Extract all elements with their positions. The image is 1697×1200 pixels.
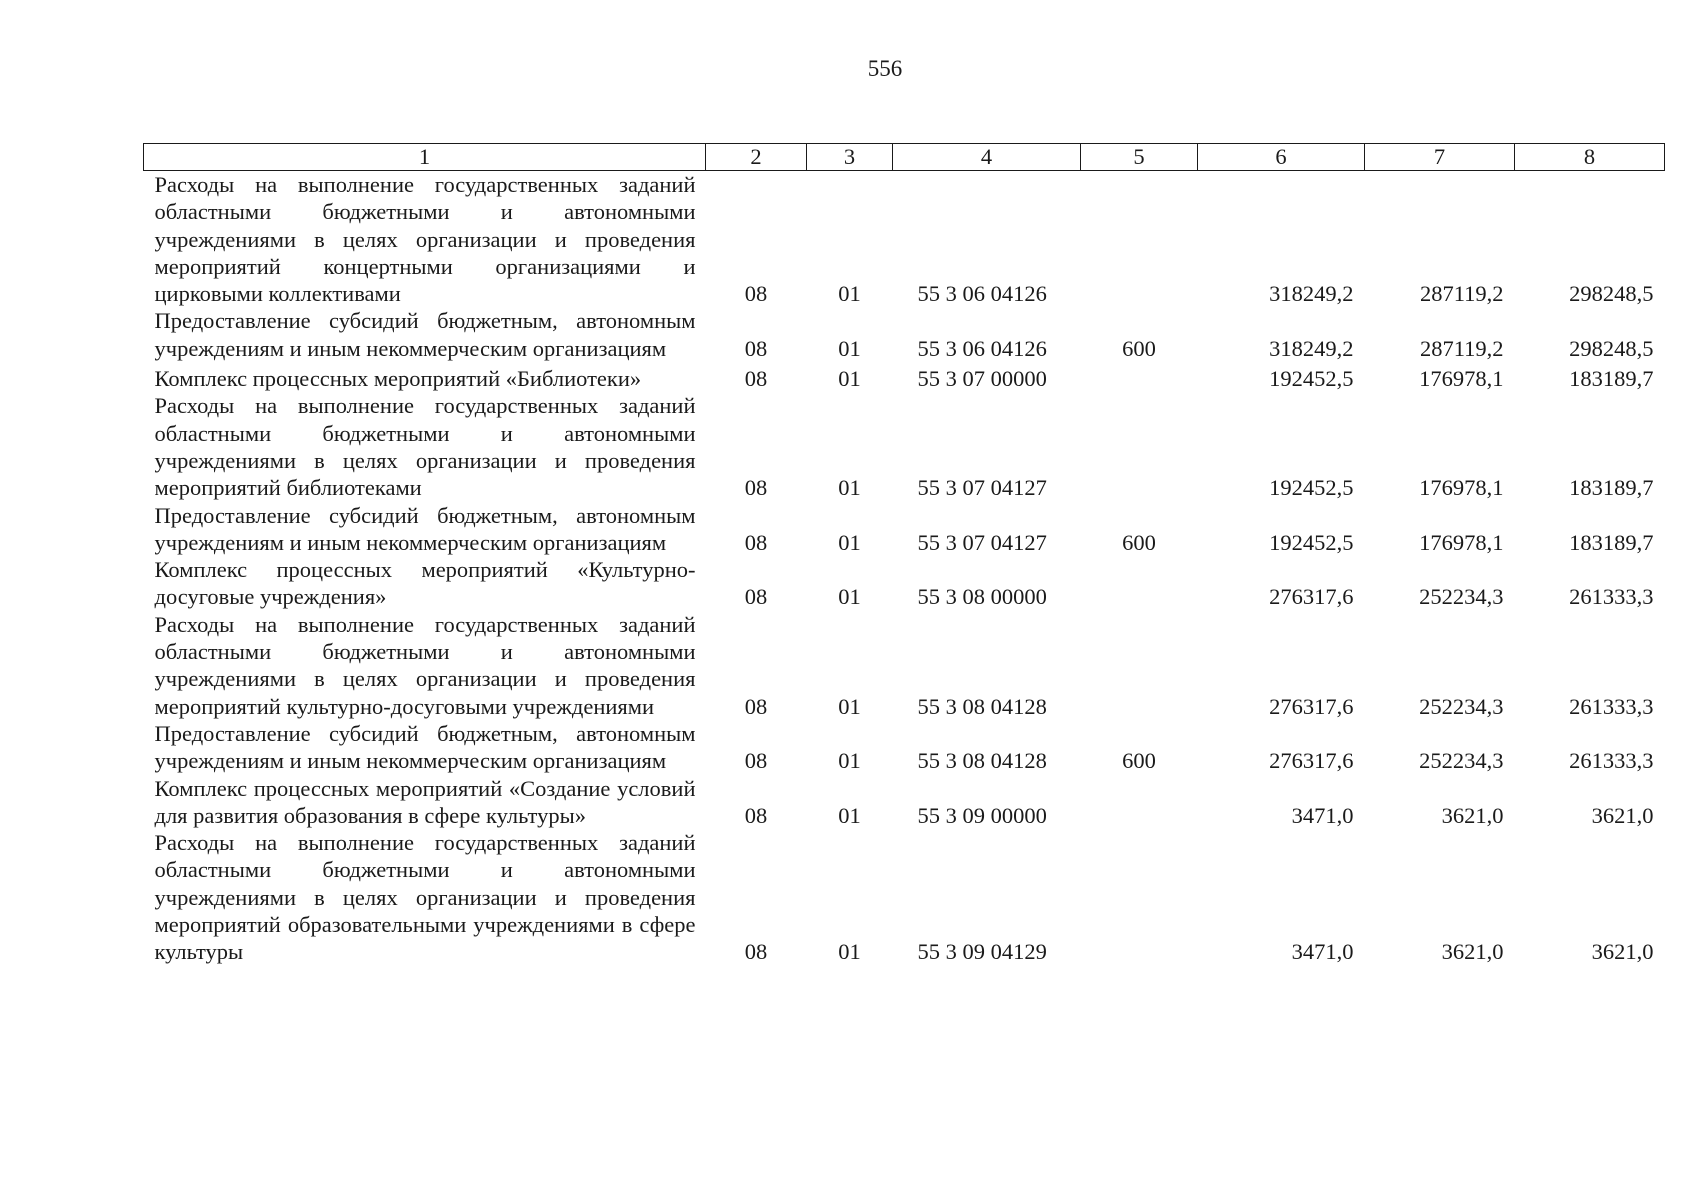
row-expense-type [1081,392,1198,501]
table-row [144,611,1665,720]
row-subsection-code: 01 [838,802,861,828]
row-target-article: 55 3 07 04127 [917,529,1047,555]
row-amount-year-3: 183189,7 [1569,366,1654,392]
row-amount-year-1: 318249,2 [1269,281,1354,307]
table-row [144,720,1665,775]
column-header-2: 2 [706,144,807,171]
row-expense-type [1081,171,1198,308]
row-section-code: 08 [744,281,768,307]
row-amount-year-2: 252234,3 [1419,748,1504,774]
row-subsection-code: 01 [838,366,861,392]
row-target-article: 55 3 06 04126 [917,335,1047,361]
row-target-article: 55 3 08 04128 [917,693,1047,719]
row-amount-year-1: 192452,5 [1269,366,1354,392]
column-header-6: 6 [1198,144,1365,171]
row-expense-type [1081,775,1198,830]
row-description: Расходы на выполнение государственных заданий областными бюджетными и автономными учреждениями в целях организации и проведения мероприятий концертными организациями и цирковыми коллективами [154,172,696,307]
column-header-7: 7 [1365,144,1515,171]
row-section-code: 08 [744,529,768,555]
table-header-row [144,144,1665,171]
row-amount-year-1: 3471,0 [1291,939,1354,965]
row-subsection-code: 01 [838,281,861,307]
row-subsection-code: 01 [838,748,861,774]
row-amount-year-3: 183189,7 [1569,475,1654,501]
table-row [144,556,1665,611]
row-expense-type [1081,556,1198,611]
row-amount-year-2: 176978,1 [1419,529,1504,555]
row-description: Комплекс процессных мероприятий «Библиотеки» [154,366,642,392]
row-amount-year-1: 192452,5 [1269,475,1354,501]
row-amount-year-2: 176978,1 [1419,366,1504,392]
row-target-article: 55 3 07 00000 [917,366,1047,392]
row-description: Расходы на выполнение государственных заданий областными бюджетными и автономными учреждениями в целях организации и проведения мероприятий образовательными учреждениями в сфере культуры [154,830,696,965]
page-number: 556 [867,56,903,81]
row-section-code: 08 [744,693,768,719]
budget-table [143,143,1665,966]
row-amount-year-3: 261333,3 [1569,748,1654,774]
row-amount-year-1: 3471,0 [1291,802,1354,828]
column-header-3: 3 [807,144,893,171]
row-target-article: 55 3 09 04129 [917,939,1047,965]
row-amount-year-3: 298248,5 [1569,281,1654,307]
row-expense-type: 600 [1122,529,1156,555]
table-row [144,171,1665,308]
table-row [144,775,1665,830]
row-subsection-code: 01 [838,693,861,719]
row-subsection-code: 01 [838,529,861,555]
row-amount-year-1: 276317,6 [1269,748,1354,774]
table-row [144,392,1665,501]
row-subsection-code: 01 [838,584,861,610]
row-amount-year-3: 261333,3 [1569,584,1654,610]
row-subsection-code: 01 [838,939,861,965]
row-section-code: 08 [744,802,768,828]
row-target-article: 55 3 08 00000 [917,584,1047,610]
row-amount-year-1: 192452,5 [1269,529,1354,555]
row-expense-type [1081,829,1198,965]
row-amount-year-1: 276317,6 [1269,584,1354,610]
row-description: Расходы на выполнение государственных заданий областными бюджетными и автономными учреждениями в целях организации и проведения мероприятий культурно-досуговыми учреждениями [154,611,696,719]
row-expense-type: 600 [1122,748,1156,774]
row-expense-type [1081,611,1198,720]
row-amount-year-2: 176978,1 [1419,475,1504,501]
row-amount-year-3: 183189,7 [1569,529,1654,555]
row-amount-year-3: 298248,5 [1569,335,1654,361]
row-amount-year-1: 276317,6 [1269,693,1354,719]
row-expense-type: 600 [1122,335,1156,361]
row-description: Расходы на выполнение государственных заданий областными бюджетными и автономными учреждениями в целях организации и проведения мероприятий библиотеками [154,393,696,501]
column-header-4: 4 [893,144,1081,171]
row-target-article: 55 3 08 04128 [917,748,1047,774]
row-target-article: 55 3 07 04127 [917,475,1047,501]
row-amount-year-1: 318249,2 [1269,335,1354,361]
row-section-code: 08 [744,335,768,361]
row-description: Предоставление субсидий бюджетным, автономным учреждениям и иным некоммерческим организациям [154,720,696,774]
column-header-1: 1 [144,144,706,171]
row-amount-year-2: 287119,2 [1419,281,1504,307]
row-section-code: 08 [744,584,768,610]
row-subsection-code: 01 [838,475,861,501]
row-amount-year-3: 3621,0 [1591,802,1654,828]
table-row [144,829,1665,965]
row-section-code: 08 [744,366,768,392]
column-header-5: 5 [1081,144,1198,171]
row-amount-year-2: 3621,0 [1441,802,1504,828]
row-amount-year-2: 287119,2 [1419,335,1504,361]
row-subsection-code: 01 [838,335,861,361]
row-amount-year-3: 261333,3 [1569,693,1654,719]
row-amount-year-2: 252234,3 [1419,693,1504,719]
row-description: Предоставление субсидий бюджетным, автономным учреждениям и иным некоммерческим организациям [154,502,696,555]
row-amount-year-3: 3621,0 [1591,939,1654,965]
row-section-code: 08 [744,475,768,501]
table-row [144,362,1665,392]
row-amount-year-2: 252234,3 [1419,584,1504,610]
row-amount-year-2: 3621,0 [1441,939,1504,965]
row-target-article: 55 3 09 00000 [917,802,1047,828]
row-target-article: 55 3 06 04126 [917,281,1047,307]
row-description: Комплекс процессных мероприятий «Культурно-досуговые учреждения» [154,557,696,610]
row-description: Предоставление субсидий бюджетным, автономным учреждениям и иным некоммерческим организациям [154,308,696,361]
row-section-code: 08 [744,748,768,774]
row-description: Комплекс процессных мероприятий «Создание условий для развития образования в сфере культуры» [154,775,696,828]
row-expense-type [1081,362,1198,392]
column-header-8: 8 [1515,144,1665,171]
table-row [144,307,1665,362]
row-section-code: 08 [744,939,768,965]
table-row [144,502,1665,557]
